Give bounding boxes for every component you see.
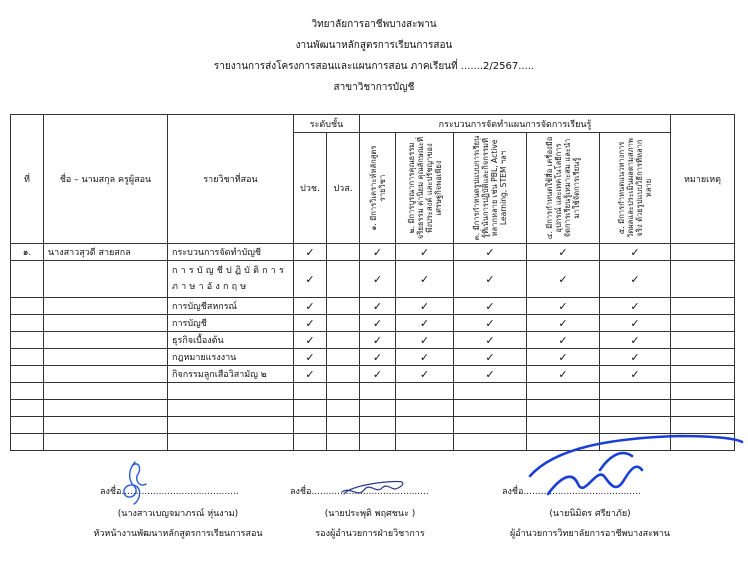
empty-cell bbox=[327, 417, 360, 434]
cell-level-empty bbox=[327, 366, 360, 383]
table-row bbox=[11, 261, 735, 298]
empty-cell bbox=[294, 417, 327, 434]
empty-cell bbox=[671, 383, 735, 400]
signer-position-3: ผู้อำนวยการวิทยาลัยการอาชีพบางสะพาน bbox=[509, 529, 671, 539]
header-level: ระดับชั้น bbox=[294, 115, 360, 133]
check-cell: ✓ bbox=[600, 298, 671, 315]
process-3-text: ๓. มีการกำหนดรูปแบบการเรียนรู้ที่เน้นการปฏิบัติและกิจกรรมที่หลากหลาย เช่น PBL, Active Learning, STEM ฯลฯ bbox=[472, 135, 508, 241]
program-name: สาขาวิชาการบัญชี bbox=[333, 82, 415, 93]
header-process: กระบวนการจัดทำแผนการจัดการเรียนรู้ bbox=[360, 115, 671, 133]
table-row-empty bbox=[11, 434, 735, 451]
check-cell: ✓ bbox=[600, 315, 671, 332]
signer-position-1: หัวหน้างานพัฒนาหลักสูตรการเรียนการสอน bbox=[93, 529, 263, 539]
signer-name-2: (นายประพุติ พฤศชนะ ) bbox=[324, 509, 416, 519]
empty-cell bbox=[396, 400, 454, 417]
check-cell: ✓ bbox=[454, 332, 527, 349]
empty-cell bbox=[396, 383, 454, 400]
check-cell: ✓ bbox=[454, 244, 527, 261]
check-cell: ✓ bbox=[294, 244, 327, 261]
report-title: รายงานการส่งโครงการสอนและแผนการสอน ภาคเรียนที่ .......2/2567..... bbox=[213, 61, 535, 72]
cell-level-empty bbox=[327, 244, 360, 261]
check-cell: ✓ bbox=[600, 244, 671, 261]
table-row bbox=[11, 244, 735, 261]
process-4-text: ๔. มีการกำหนดใช้สื่อ เครื่องมือ อุปกรณ์ และเทคโนโลยีการจัดการเรียนรู้เหมาะสม และนำมาใช้จัดการเรียนรู้ bbox=[545, 136, 581, 240]
empty-cell bbox=[671, 417, 735, 434]
report-table bbox=[10, 114, 735, 451]
empty-cell bbox=[527, 434, 600, 451]
check-cell: ✓ bbox=[396, 244, 454, 261]
empty-cell bbox=[294, 383, 327, 400]
table-row bbox=[11, 298, 735, 315]
empty-cell bbox=[11, 434, 44, 451]
check-cell: ✓ bbox=[454, 366, 527, 383]
check-cell: ✓ bbox=[396, 349, 454, 366]
cell-subject: กฎหมายแรงงาน bbox=[168, 349, 294, 366]
check-cell: ✓ bbox=[396, 298, 454, 315]
sign-line-1: ลงชื่อ......................................... bbox=[100, 487, 239, 497]
cell-subject: การบัญชีปฏิบัติการภาษาอังกฤษ bbox=[168, 261, 294, 298]
header-process-1 bbox=[360, 133, 396, 244]
header-process-3 bbox=[454, 133, 527, 244]
empty-cell bbox=[327, 400, 360, 417]
cell-no bbox=[11, 298, 44, 315]
cell-subject: กิจกรรมลูกเสือวิสามัญ ๒ bbox=[168, 366, 294, 383]
check-cell: ✓ bbox=[600, 366, 671, 383]
check-cell: ✓ bbox=[600, 332, 671, 349]
empty-cell bbox=[44, 434, 168, 451]
empty-cell bbox=[44, 383, 168, 400]
cell-level-empty bbox=[327, 298, 360, 315]
sign-line-2: ลงชื่อ......................................... bbox=[290, 487, 429, 497]
header-process-5 bbox=[600, 133, 671, 244]
signature-block-3 bbox=[460, 486, 720, 540]
check-cell: ✓ bbox=[396, 261, 454, 298]
cell-remark bbox=[671, 366, 735, 383]
empty-cell bbox=[11, 400, 44, 417]
empty-cell bbox=[454, 434, 527, 451]
empty-cell bbox=[360, 400, 396, 417]
header-process-4 bbox=[527, 133, 600, 244]
cell-remark bbox=[671, 332, 735, 349]
cell-level-empty bbox=[327, 349, 360, 366]
empty-cell bbox=[11, 383, 44, 400]
table-row-empty bbox=[11, 417, 735, 434]
check-cell: ✓ bbox=[294, 332, 327, 349]
table-row bbox=[11, 332, 735, 349]
cell-level-empty bbox=[327, 332, 360, 349]
empty-cell bbox=[327, 434, 360, 451]
empty-cell bbox=[168, 383, 294, 400]
check-cell: ✓ bbox=[360, 366, 396, 383]
process-1-text: ๑. มีการวิเคราะห์หลักสูตรรายวิชา bbox=[368, 145, 387, 231]
check-cell: ✓ bbox=[527, 298, 600, 315]
empty-cell bbox=[671, 434, 735, 451]
empty-cell bbox=[454, 417, 527, 434]
empty-cell bbox=[294, 400, 327, 417]
check-cell: ✓ bbox=[294, 366, 327, 383]
check-cell: ✓ bbox=[454, 349, 527, 366]
cell-subject: กระบวนการจัดทำบัญชี bbox=[168, 244, 294, 261]
empty-cell bbox=[294, 434, 327, 451]
cell-subject: ธุรกิจเบื้องต้น bbox=[168, 332, 294, 349]
empty-cell bbox=[600, 434, 671, 451]
empty-cell bbox=[454, 383, 527, 400]
header-level-high-vocational: ปวส. bbox=[327, 133, 360, 244]
check-cell: ✓ bbox=[360, 332, 396, 349]
check-cell: ✓ bbox=[294, 349, 327, 366]
check-cell: ✓ bbox=[600, 349, 671, 366]
table-row bbox=[11, 349, 735, 366]
empty-cell bbox=[527, 383, 600, 400]
empty-cell bbox=[454, 400, 527, 417]
header-subject: รายวิชาที่สอน bbox=[168, 115, 294, 244]
signer-position-2: รองผู้อำนวยการฝ่ายวิชาการ bbox=[315, 529, 425, 539]
check-cell: ✓ bbox=[294, 298, 327, 315]
empty-cell bbox=[44, 400, 168, 417]
cell-no bbox=[11, 315, 44, 332]
cell-level-empty bbox=[327, 315, 360, 332]
cell-teacher bbox=[44, 298, 168, 315]
cell-remark bbox=[671, 244, 735, 261]
header-teacher: ชื่อ – นามสกุล ครูผู้สอน bbox=[44, 115, 168, 244]
cell-level-empty bbox=[327, 261, 360, 298]
cell-remark bbox=[671, 261, 735, 298]
college-name: วิทยาลัยการอาชีพบางสะพาน bbox=[311, 19, 437, 30]
signature-block-2 bbox=[260, 486, 480, 540]
cell-no bbox=[11, 349, 44, 366]
cell-remark bbox=[671, 349, 735, 366]
check-cell: ✓ bbox=[527, 244, 600, 261]
sign-line-3: ลงชื่อ......................................... bbox=[502, 487, 641, 497]
empty-cell bbox=[168, 400, 294, 417]
empty-cell bbox=[671, 400, 735, 417]
cell-teacher bbox=[44, 349, 168, 366]
check-cell: ✓ bbox=[294, 261, 327, 298]
check-cell: ✓ bbox=[527, 332, 600, 349]
cell-teacher: นางสาวสุวดี สายสกล bbox=[44, 244, 168, 261]
check-cell: ✓ bbox=[527, 261, 600, 298]
check-cell: ✓ bbox=[360, 298, 396, 315]
cell-no bbox=[11, 332, 44, 349]
table-row-empty bbox=[11, 383, 735, 400]
cell-subject: การบัญชีสหกรณ์ bbox=[168, 298, 294, 315]
header-no: ที่ bbox=[11, 115, 44, 244]
check-cell: ✓ bbox=[600, 261, 671, 298]
check-cell: ✓ bbox=[527, 315, 600, 332]
empty-cell bbox=[527, 417, 600, 434]
cell-teacher bbox=[44, 261, 168, 298]
cell-no bbox=[11, 366, 44, 383]
check-cell: ✓ bbox=[454, 315, 527, 332]
empty-cell bbox=[396, 434, 454, 451]
check-cell: ✓ bbox=[294, 315, 327, 332]
cell-no: ๑. bbox=[11, 244, 44, 261]
cell-subject: การบัญชี bbox=[168, 315, 294, 332]
check-cell: ✓ bbox=[360, 315, 396, 332]
cell-teacher bbox=[44, 366, 168, 383]
cell-teacher bbox=[44, 332, 168, 349]
header-level-vocational: ปวช. bbox=[294, 133, 327, 244]
process-5-text: ๕. มีการกำหนดแนวทางการวัดผลและประเมินผลตามสภาพจริง ด้วยรูปแบบวิธีการที่หลากหลาย bbox=[617, 138, 653, 238]
empty-cell bbox=[360, 383, 396, 400]
header-remark: หมายเหตุ bbox=[671, 115, 735, 244]
table-row-empty bbox=[11, 400, 735, 417]
table-row bbox=[11, 366, 735, 383]
empty-cell bbox=[44, 417, 168, 434]
check-cell: ✓ bbox=[360, 244, 396, 261]
check-cell: ✓ bbox=[396, 332, 454, 349]
process-2-text: ๒. มีการบูรณาการคุณธรรม จริยธรรม ค่านิยม คุณลักษณะที่พึงประสงค์ และปรัชญาของเศรษฐกิจพอเพียง bbox=[406, 136, 443, 240]
cell-remark bbox=[671, 298, 735, 315]
empty-cell bbox=[527, 400, 600, 417]
empty-cell bbox=[396, 417, 454, 434]
check-cell: ✓ bbox=[396, 315, 454, 332]
cell-teacher bbox=[44, 315, 168, 332]
check-cell: ✓ bbox=[396, 366, 454, 383]
empty-cell bbox=[600, 383, 671, 400]
check-cell: ✓ bbox=[527, 366, 600, 383]
cell-remark bbox=[671, 315, 735, 332]
check-cell: ✓ bbox=[454, 298, 527, 315]
empty-cell bbox=[327, 383, 360, 400]
empty-cell bbox=[168, 434, 294, 451]
empty-cell bbox=[600, 417, 671, 434]
check-cell: ✓ bbox=[360, 349, 396, 366]
table-body bbox=[11, 244, 735, 451]
signer-name-1: (นางสาวเบญจมาภรณ์ หุ่นงาม) bbox=[117, 509, 239, 519]
empty-cell bbox=[360, 417, 396, 434]
empty-cell bbox=[168, 417, 294, 434]
empty-cell bbox=[11, 417, 44, 434]
empty-cell bbox=[600, 400, 671, 417]
check-cell: ✓ bbox=[454, 261, 527, 298]
check-cell: ✓ bbox=[527, 349, 600, 366]
department-name: งานพัฒนาหลักสูตรการเรียนการสอน bbox=[295, 40, 453, 51]
cell-no bbox=[11, 261, 44, 298]
empty-cell bbox=[360, 434, 396, 451]
signer-name-3: (นายนิมิตร ศรียาภัย) bbox=[549, 509, 631, 519]
header-process-2 bbox=[396, 133, 454, 244]
check-cell: ✓ bbox=[360, 261, 396, 298]
table-row bbox=[11, 315, 735, 332]
